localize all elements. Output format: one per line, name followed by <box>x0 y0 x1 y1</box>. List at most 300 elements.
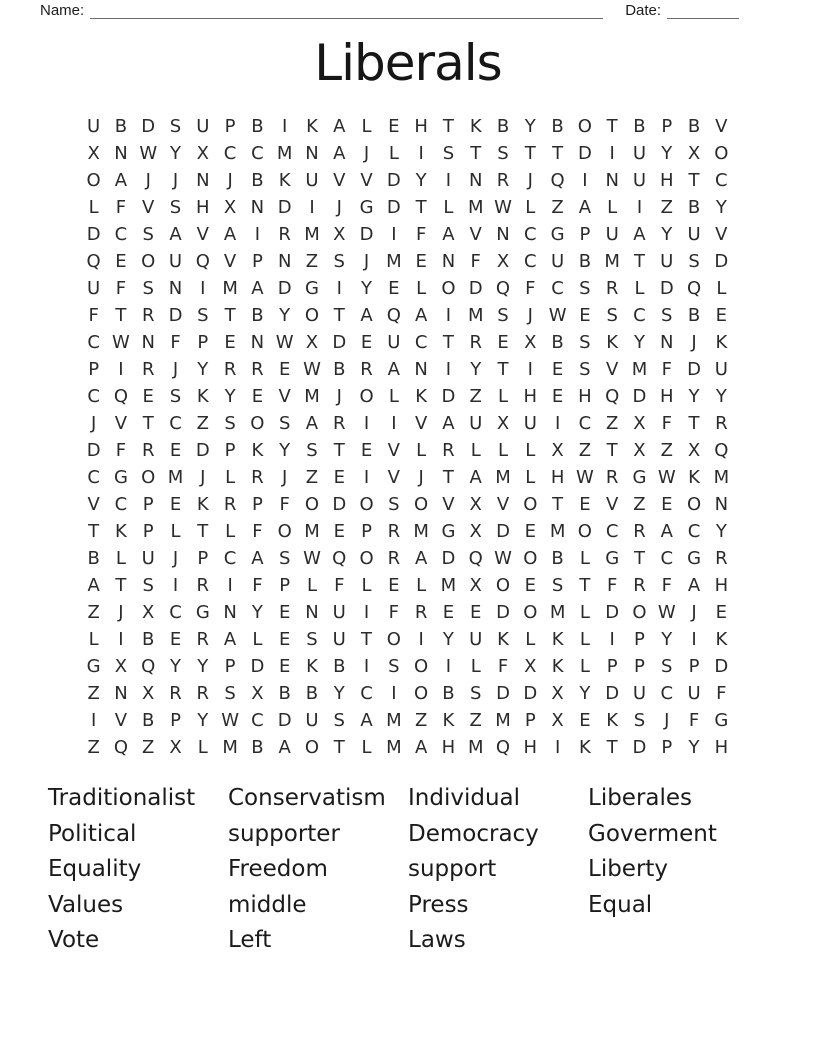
word-list-item: Laws <box>408 927 466 954</box>
grid-letter: M <box>167 467 184 488</box>
grid-letter: X <box>551 683 564 704</box>
grid-letter: F <box>525 278 536 299</box>
grid-letter: Z <box>87 683 100 704</box>
grid-letter: U <box>714 359 728 380</box>
grid-letter: E <box>278 602 291 623</box>
grid-letter: O <box>577 521 592 542</box>
grid-letter: Y <box>470 359 482 380</box>
grid-letter: R <box>223 494 237 515</box>
grid-letter: Y <box>715 386 727 407</box>
grid-letter: E <box>169 440 182 461</box>
grid-letter: J <box>172 548 179 569</box>
grid-letter: C <box>223 548 237 569</box>
grid-letter: W <box>303 359 321 380</box>
grid-letter: Q <box>495 278 511 299</box>
word-list-item: Equal <box>588 891 653 918</box>
grid-letter: U <box>632 143 647 164</box>
grid-letter: S <box>278 413 291 434</box>
grid-letter: C <box>715 170 728 191</box>
grid-letter: P <box>634 629 645 650</box>
grid-letter: Y <box>688 737 700 758</box>
grid-letter: U <box>469 413 483 434</box>
grid-letter: S <box>579 359 591 380</box>
grid-letter: K <box>497 629 509 650</box>
grid-letter: S <box>197 305 209 326</box>
grid-letter: U <box>332 629 346 650</box>
grid-letter: N <box>441 251 456 272</box>
grid-letter: Y <box>170 143 181 164</box>
grid-letter: R <box>251 359 264 380</box>
grid-letter: M <box>467 197 484 218</box>
grid-letter: I <box>445 170 452 191</box>
grid-letter: S <box>142 575 154 596</box>
grid-letter: L <box>416 278 427 299</box>
grid-letter: Y <box>197 710 209 731</box>
grid-letter: D <box>496 683 510 704</box>
grid-letter: Z <box>606 413 619 434</box>
grid-letter: B <box>687 197 701 218</box>
grid-letter: T <box>115 575 127 596</box>
grid-letter: Y <box>279 440 291 461</box>
grid-letter: I <box>445 305 452 326</box>
grid-letter: Z <box>305 467 319 488</box>
header <box>40 2 780 19</box>
grid-letter: T <box>688 170 700 191</box>
grid-letter: E <box>360 332 373 353</box>
word-list-item: Freedom <box>228 856 328 883</box>
grid-letter: L <box>361 737 372 758</box>
grid-letter: D <box>277 197 292 218</box>
grid-letter: M <box>467 737 484 758</box>
word-list-item: Values <box>48 891 124 918</box>
grid-letter: E <box>524 521 536 542</box>
grid-letter: E <box>524 575 536 596</box>
grid-letter: L <box>525 197 536 218</box>
grid-letter: D <box>605 683 620 704</box>
grid-letter: I <box>363 656 370 677</box>
word-list-column <box>228 781 408 959</box>
grid-letter: O <box>359 548 374 569</box>
grid-letter: R <box>605 467 619 488</box>
grid-letter: P <box>688 656 700 677</box>
grid-letter: G <box>195 602 210 623</box>
grid-letter: O <box>523 494 538 515</box>
grid-letter: H <box>523 386 538 407</box>
grid-letter: I <box>636 197 643 218</box>
grid-letter: E <box>278 359 291 380</box>
grid-letter: Y <box>524 116 536 137</box>
grid-letter: A <box>578 197 592 218</box>
grid-letter: J <box>418 467 424 488</box>
grid-letter: U <box>387 332 401 353</box>
grid-letter: V <box>387 467 400 488</box>
grid-letter: L <box>634 278 645 299</box>
grid-letter: O <box>359 386 374 407</box>
grid-letter: F <box>415 224 427 245</box>
grid-letter: Q <box>686 278 702 299</box>
grid-letter: M <box>631 359 648 380</box>
grid-letter: L <box>306 575 317 596</box>
grid-letter: F <box>279 494 290 515</box>
grid-letter: V <box>414 413 428 434</box>
grid-letter: D <box>386 197 401 218</box>
word-list-item: supporter <box>228 820 340 847</box>
grid-letter: O <box>250 413 265 434</box>
grid-letter: L <box>443 197 454 218</box>
word-list-item: Liberales <box>588 785 693 811</box>
grid-letter: F <box>661 413 672 434</box>
grid-letter: P <box>224 440 236 461</box>
grid-letter: L <box>497 440 509 461</box>
grid-letter: S <box>169 197 182 218</box>
grid-letter: C <box>578 413 592 434</box>
grid-letter: F <box>88 305 99 326</box>
grid-letter: S <box>388 494 400 515</box>
grid-letter: O <box>86 170 101 191</box>
grid-letter: S <box>306 440 318 461</box>
grid-letter: R <box>469 332 482 353</box>
grid-letter: F <box>115 440 127 461</box>
grid-letter: I <box>418 143 424 164</box>
grid-letter: C <box>87 386 100 407</box>
grid-letter: P <box>279 575 291 596</box>
grid-letter: P <box>170 710 181 731</box>
grid-letter: U <box>605 224 619 245</box>
name-fill-line <box>90 4 603 19</box>
grid-letter: U <box>168 251 183 272</box>
grid-letter: T <box>333 737 345 758</box>
grid-letter: D <box>632 737 647 758</box>
grid-letter: J <box>172 359 179 380</box>
grid-letter: H <box>659 386 674 407</box>
grid-letter: E <box>333 467 345 488</box>
grid-letter: N <box>660 332 674 353</box>
grid-letter: D <box>141 116 156 137</box>
grid-letter: F <box>252 521 263 542</box>
grid-letter: W <box>657 602 676 623</box>
grid-letter: J <box>172 170 179 191</box>
grid-letter: D <box>195 440 210 461</box>
grid-letter: B <box>633 116 646 137</box>
grid-letter: Q <box>605 386 620 407</box>
grid-letter: D <box>577 143 592 164</box>
grid-letter: D <box>332 332 347 353</box>
grid-letter: Y <box>715 197 727 218</box>
grid-letter: M <box>304 386 320 407</box>
grid-letter: Z <box>551 197 564 218</box>
grid-letter: N <box>114 683 128 704</box>
grid-letter: X <box>524 656 537 677</box>
grid-letter: G <box>86 656 101 677</box>
grid-letter: K <box>606 332 619 353</box>
grid-letter: U <box>305 170 319 191</box>
grid-letter: J <box>363 143 370 164</box>
grid-letter: I <box>527 359 533 380</box>
grid-letter: S <box>579 332 591 353</box>
grid-letter: A <box>633 224 646 245</box>
grid-letter: N <box>305 143 319 164</box>
grid-letter: V <box>333 170 346 191</box>
grid-letter: L <box>88 197 99 218</box>
grid-letter: J <box>90 413 97 434</box>
grid-letter: V <box>278 386 291 407</box>
grid-letter: L <box>88 629 99 650</box>
grid-letter: B <box>251 737 264 758</box>
grid-letter: S <box>551 575 564 596</box>
grid-letter: E <box>470 602 482 623</box>
grid-letter: D <box>332 494 347 515</box>
word-list-item: Goverment <box>588 820 717 847</box>
grid-letter: R <box>196 629 210 650</box>
grid-letter: I <box>363 602 370 623</box>
grid-letter: N <box>277 251 292 272</box>
grid-letter: M <box>495 710 511 731</box>
grid-letter: O <box>414 656 429 677</box>
date-fill-line <box>667 4 739 19</box>
grid-letter: J <box>336 386 342 407</box>
grid-letter: Y <box>197 359 209 380</box>
grid-letter: H <box>659 170 674 191</box>
grid-letter: D <box>386 170 401 191</box>
grid-letter: U <box>551 251 565 272</box>
grid-letter: W <box>112 332 130 353</box>
grid-letter: C <box>687 521 701 542</box>
grid-letter: D <box>523 683 538 704</box>
word-list-item: Vote <box>48 927 100 954</box>
grid-letter: A <box>660 521 673 542</box>
grid-letter: K <box>196 494 209 515</box>
grid-letter: X <box>687 440 701 461</box>
grid-letter: F <box>497 656 509 677</box>
grid-letter: I <box>363 413 370 434</box>
grid-letter: H <box>196 197 210 218</box>
grid-letter: X <box>87 143 100 164</box>
grid-letter: S <box>278 548 291 569</box>
grid-letter: N <box>223 602 237 623</box>
grid-letter: I <box>227 575 233 596</box>
grid-letter: Y <box>633 332 645 353</box>
grid-letter: A <box>333 143 346 164</box>
grid-letter: X <box>305 332 319 353</box>
grid-letter: T <box>470 143 482 164</box>
grid-letter: B <box>142 629 155 650</box>
grid-letter: E <box>388 575 400 596</box>
grid-letter: M <box>386 737 402 758</box>
grid-letter: Z <box>469 386 482 407</box>
grid-letter: F <box>388 602 400 623</box>
word-list-item: Conservatism <box>228 785 386 811</box>
grid-letter: L <box>525 629 536 650</box>
grid-letter: X <box>251 683 264 704</box>
grid-letter: R <box>715 413 728 434</box>
grid-letter: N <box>196 170 210 191</box>
word-list-item: Political <box>48 820 137 847</box>
grid-letter: Y <box>170 656 181 677</box>
grid-letter: R <box>360 359 373 380</box>
grid-letter: X <box>196 143 209 164</box>
grid-letter: V <box>606 359 619 380</box>
grid-letter: I <box>118 359 124 380</box>
grid-letter: N <box>114 143 128 164</box>
grid-letter: A <box>251 278 264 299</box>
grid-letter: V <box>114 413 128 434</box>
grid-letter: U <box>87 278 101 299</box>
grid-letter: R <box>387 548 401 569</box>
date-label: Date: <box>625 2 662 19</box>
grid-letter: I <box>418 629 424 650</box>
grid-letter: O <box>304 305 320 326</box>
word-list-item: Individual <box>408 785 521 811</box>
grid-letter: C <box>169 602 182 623</box>
grid-letter: B <box>687 305 701 326</box>
grid-letter: F <box>115 278 127 299</box>
grid-letter: L <box>388 143 399 164</box>
grid-letter: Z <box>87 737 100 758</box>
grid-letter: I <box>200 278 206 299</box>
grid-letter: M <box>304 521 320 542</box>
grid-letter: S <box>224 683 236 704</box>
puzzle-title: Liberals <box>314 34 502 92</box>
grid-letter: C <box>114 224 128 245</box>
grid-letter: K <box>469 116 482 137</box>
grid-letter: X <box>496 413 510 434</box>
grid-letter: H <box>441 737 456 758</box>
grid-letter: D <box>632 386 647 407</box>
grid-letter: G <box>605 548 620 569</box>
grid-letter: T <box>524 143 536 164</box>
grid-letter: U <box>87 116 101 137</box>
grid-letter: P <box>634 656 645 677</box>
grid-letter: T <box>415 197 427 218</box>
grid-letter: U <box>332 602 346 623</box>
grid-letter: M <box>386 710 402 731</box>
grid-letter: H <box>523 737 538 758</box>
grid-letter: Z <box>469 710 482 731</box>
grid-letter: T <box>142 413 154 434</box>
grid-letter: Y <box>688 386 700 407</box>
grid-letter: C <box>360 683 373 704</box>
grid-letter: B <box>687 116 701 137</box>
grid-letter: W <box>548 305 567 326</box>
grid-letter: E <box>715 602 728 623</box>
grid-letter: L <box>497 386 509 407</box>
grid-letter: R <box>633 575 646 596</box>
grid-letter: O <box>577 116 592 137</box>
grid-letter: A <box>333 116 346 137</box>
grid-letter: B <box>142 710 155 731</box>
grid-letter: Z <box>87 602 100 623</box>
grid-letter: I <box>691 629 697 650</box>
grid-letter: Z <box>660 440 673 461</box>
grid-letter: K <box>578 737 591 758</box>
word-list-item: Equality <box>48 856 142 883</box>
grid-letter: Z <box>305 251 319 272</box>
grid-letter: E <box>333 521 345 542</box>
grid-letter: D <box>659 278 674 299</box>
grid-letter: T <box>224 305 236 326</box>
grid-letter: S <box>497 305 509 326</box>
grid-letter: K <box>278 170 291 191</box>
grid-letter: N <box>414 359 428 380</box>
grid-letter: U <box>305 710 319 731</box>
grid-letter: C <box>87 332 100 353</box>
grid-letter: D <box>277 710 292 731</box>
grid-letter: A <box>169 224 182 245</box>
grid-letter: R <box>141 305 155 326</box>
grid-letter: Y <box>661 629 673 650</box>
grid-letter: K <box>251 440 264 461</box>
grid-letter: A <box>469 467 482 488</box>
grid-letter: R <box>387 521 401 542</box>
grid-letter: H <box>414 116 428 137</box>
word-list-item: Democracy <box>408 820 539 847</box>
grid-letter: V <box>387 440 400 461</box>
grid-letter: M <box>304 224 320 245</box>
grid-letter: X <box>496 251 510 272</box>
grid-letter: R <box>414 602 428 623</box>
grid-letter: M <box>495 467 511 488</box>
grid-letter: E <box>661 494 673 515</box>
grid-letter: F <box>661 359 672 380</box>
grid-letter: D <box>468 278 483 299</box>
grid-letter: J <box>282 467 288 488</box>
grid-letter: J <box>145 170 151 191</box>
word-list-item: support <box>408 856 497 883</box>
grid-letter: S <box>497 143 509 164</box>
grid-letter: U <box>687 224 701 245</box>
grid-letter: V <box>715 116 728 137</box>
grid-letter: J <box>691 332 697 353</box>
grid-letter: L <box>225 521 236 542</box>
grid-letter: S <box>688 251 700 272</box>
grid-letter: R <box>141 440 155 461</box>
grid-letter: I <box>609 143 615 164</box>
grid-letter: V <box>142 197 155 218</box>
grid-letter: C <box>223 143 237 164</box>
grid-letter: B <box>305 683 319 704</box>
grid-letter: D <box>168 305 183 326</box>
grid-letter: B <box>578 251 592 272</box>
grid-letter: D <box>86 440 101 461</box>
grid-letter: O <box>304 494 320 515</box>
grid-letter: T <box>579 575 591 596</box>
grid-letter: N <box>714 494 729 515</box>
grid-letter: I <box>554 737 561 758</box>
grid-letter: X <box>633 413 646 434</box>
grid-letter: T <box>333 305 345 326</box>
grid-letter: R <box>442 440 455 461</box>
grid-letter: H <box>714 737 729 758</box>
grid-letter: B <box>87 548 100 569</box>
grid-letter: I <box>582 170 588 191</box>
grid-letter: P <box>661 116 673 137</box>
grid-letter: B <box>251 305 264 326</box>
grid-letter: A <box>114 170 128 191</box>
grid-letter: S <box>442 143 455 164</box>
grid-letter: C <box>251 710 264 731</box>
grid-letter: O <box>304 737 320 758</box>
grid-letter: C <box>551 278 564 299</box>
grid-letter: L <box>225 467 236 488</box>
grid-letter: M <box>549 521 566 542</box>
grid-letter: K <box>551 629 564 650</box>
grid-letter: M <box>386 251 402 272</box>
grid-letter: W <box>139 143 158 164</box>
grid-letter: X <box>633 440 646 461</box>
grid-letter: A <box>360 305 373 326</box>
grid-letter: A <box>360 710 373 731</box>
grid-letter: G <box>632 467 647 488</box>
